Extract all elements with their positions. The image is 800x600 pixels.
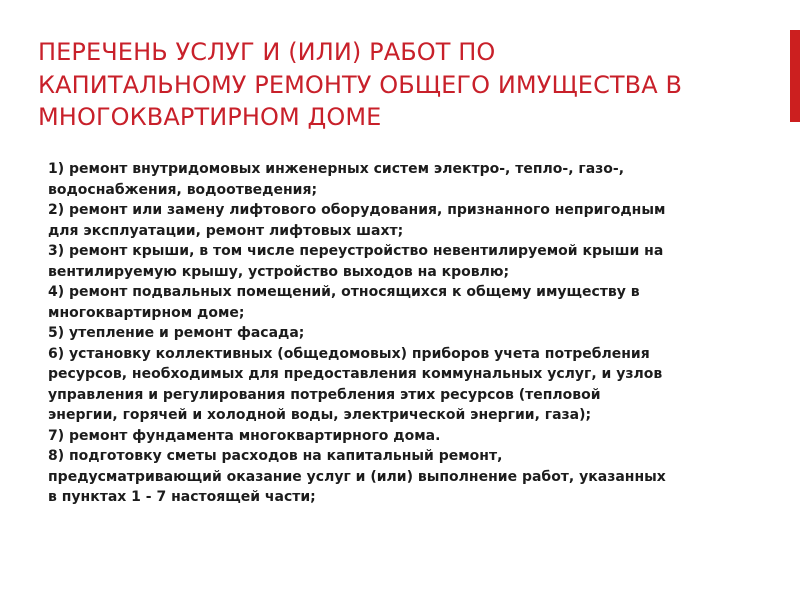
list-line: водоснабжения, водоотведения;: [48, 181, 318, 198]
list-line: 6) установку коллективных (общедомовых) приборов учета потребления: [48, 345, 650, 362]
list-line: предусматривающий оказание услуг и (или) выполнение работ, указанных: [48, 468, 666, 485]
list-line: для эксплуатации, ремонт лифтовых шахт;: [48, 222, 404, 239]
list-line: ресурсов, необходимых для предоставления коммунальных услуг, и узлов: [48, 366, 663, 382]
slide-title: [38, 36, 778, 134]
services-list: [48, 159, 758, 508]
list-line: энергии, горячей и холодной воды, электрической энергии, газа);: [48, 407, 592, 423]
list-line: управления и регулирования потребления этих ресурсов (тепловой: [48, 386, 601, 403]
title-line: МНОГОКВАРТИРНОМ ДОМЕ: [38, 103, 382, 131]
title-line: ПЕРЕЧЕНЬ УСЛУГ И (ИЛИ) РАБОТ ПО: [38, 38, 496, 66]
list-line: 2) ремонт или замену лифтового оборудования, признанного непригодным: [48, 202, 666, 218]
list-line: 1) ремонт внутридомовых инженерных систем электро-, тепло-, газо-,: [48, 161, 625, 177]
accent-bar: [790, 30, 800, 122]
list-line: в пунктах 1 - 7 настоящей части;: [48, 489, 316, 505]
title-line: КАПИТАЛЬНОМУ РЕМОНТУ ОБЩЕГО ИМУЩЕСТВА В: [38, 70, 683, 99]
list-line: 5) утепление и ремонт фасада;: [48, 325, 305, 341]
list-line: 8) подготовку сметы расходов на капитальный ремонт,: [48, 448, 503, 464]
list-line: вентилируемую крышу, устройство выходов на кровлю;: [48, 263, 510, 280]
list-line: 7) ремонт фундамента многоквартирного дома.: [48, 427, 441, 444]
list-line: многоквартирном доме;: [48, 304, 245, 321]
list-line: 4) ремонт подвальных помещений, относящихся к общему имуществу в: [48, 284, 640, 300]
list-line: 3) ремонт крыши, в том числе переустройство невентилируемой крыши на: [48, 243, 664, 259]
